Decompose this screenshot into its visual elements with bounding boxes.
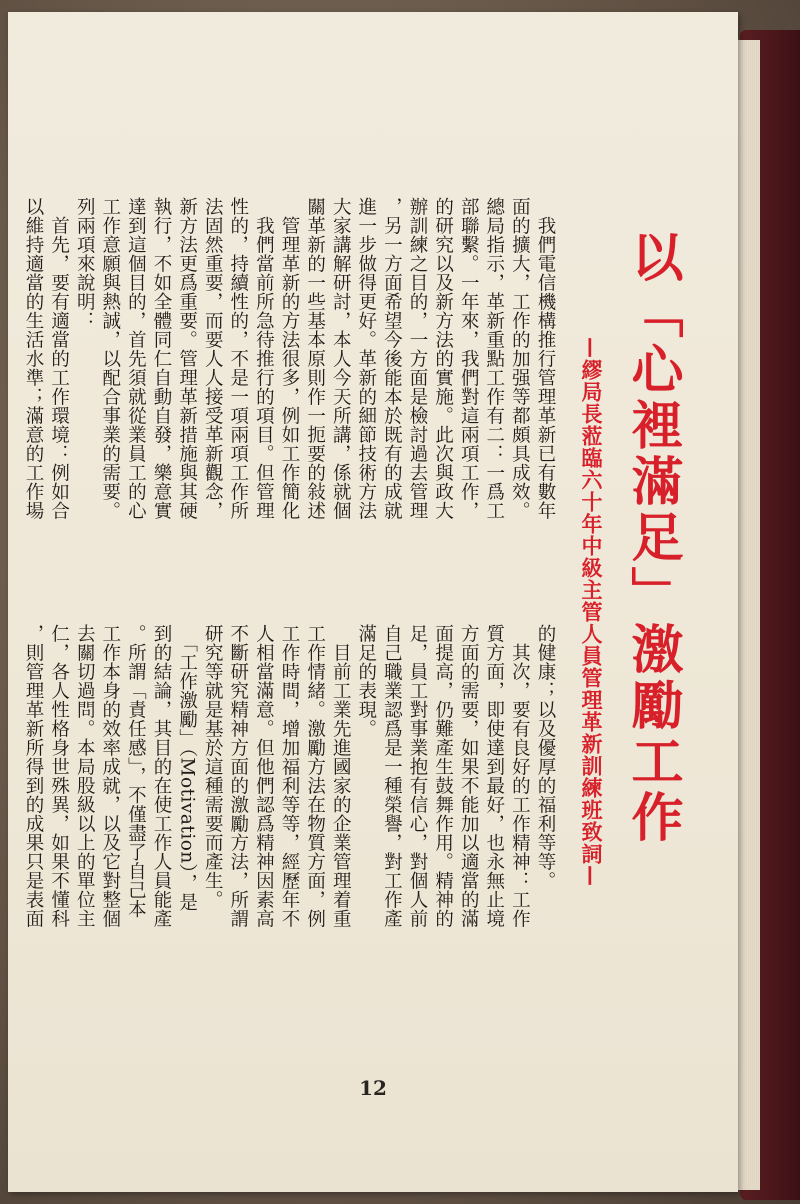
text-column: 列兩項來說明： (74, 197, 96, 330)
text-column: 辦訓練之目的，一方面是檢討過去管理 (407, 197, 428, 520)
text-column: 總局指示，革新重點工作有二：一爲工 (483, 197, 505, 520)
text-column: 關革新的一些基本原則作一扼要的敍述 (304, 197, 326, 520)
book-page (8, 12, 738, 1192)
article-subtitle: —繆局長蒞臨六十年中級主管人員管理革新訓練班致詞— (579, 337, 603, 887)
text-column: 管理革新的方法很多，例如工作簡化 (279, 197, 300, 520)
text-column: 工作本身的效率成就，以及它對整個 (99, 624, 121, 928)
text-column: 我們當前所急待推行的項目。但管理 (253, 197, 275, 520)
text-column: 質方面，即使達到最好，也永無止境 (483, 624, 505, 928)
text-column: 的研究以及新方法的實施。此次與政大 (432, 197, 454, 520)
text-column: 法固然重要，而要人人接受革新觀念， (202, 197, 224, 520)
page-number: 12 (359, 1076, 387, 1100)
text-column: 不斷研究精神方面的激勵方法，所謂 (227, 624, 249, 928)
text-column: 以維持適當的生活水準；滿意的工作場 (23, 197, 44, 520)
text-column: 工作情緒。激勵方法在物質方面，例 (304, 624, 326, 928)
text-column: 。所謂「責任感」，不僅盡了自己本 (125, 624, 147, 919)
text-column: 去關切過問。本局股級以上的單位主 (74, 624, 96, 928)
text-column: 研究等就是基於這種需要而產生。 (202, 624, 224, 909)
text-column: 目前工業先進國家的企業管理着重 (330, 624, 352, 928)
text-column: 達到這個目的，首先須就從業員工的心 (125, 197, 147, 520)
text-column: 到的結論，其目的在使工作人員能產 (151, 624, 172, 928)
text-column: 「工作激勵」（Motivation），是 (176, 624, 198, 912)
text-column: 方面的需要，如果不能加以適當的滿 (458, 624, 480, 928)
text-column: 人相當滿意。但他們認爲精神因素高 (253, 624, 275, 928)
text-column: ，則管理革新所得到的成果只是表面 (23, 624, 44, 928)
text-column: 首先，要有適當的工作環境：例如合 (48, 197, 70, 520)
text-column: 面的擴大，工作的加强等都頗具成效。 (509, 197, 531, 520)
text-column: 進一步做得更好。革新的細節技術方法 (355, 197, 377, 520)
text-column: 工作意願與熱誠，以配合事業的需要。 (99, 197, 121, 520)
text-column: 仁，各人性格身世殊異，如果不懂科 (48, 624, 70, 928)
text-column: 我們電信機構推行管理革新已有數年 (535, 197, 556, 520)
text-column: 自己職業認爲是一種榮譽，對工作產 (381, 624, 403, 928)
article-title: 以「心裡滿足」激勵工作 (622, 230, 682, 846)
text-column: 工作時間，增加福利等等，經歷年不 (279, 624, 300, 928)
text-column: 新方法更爲重要。管理革新措施與其硬 (176, 197, 198, 520)
text-column: 性的，持續性的，不是一項兩項工作所 (227, 197, 249, 520)
text-column: 足，員工對事業抱有信心，對個人前 (407, 624, 428, 928)
text-column: 其次，要有良好的工作精神：工作 (509, 624, 531, 928)
text-column: ，另一方面希望今後能本於既有的成就 (381, 197, 403, 520)
text-column: 面提高，仍難產生鼓舞作用。精神的 (432, 624, 454, 928)
text-column: 部聯繫。一年來，我們對這兩項工作， (458, 197, 480, 520)
text-column: 大家講解研討，本人今天所講，係就個 (330, 197, 352, 520)
text-column: 滿足的表現。 (355, 624, 377, 738)
text-column: 執行，不如全體同仁自動自發，樂意實 (151, 197, 172, 520)
text-column: 的健康；以及優厚的福利等等。 (535, 624, 556, 890)
